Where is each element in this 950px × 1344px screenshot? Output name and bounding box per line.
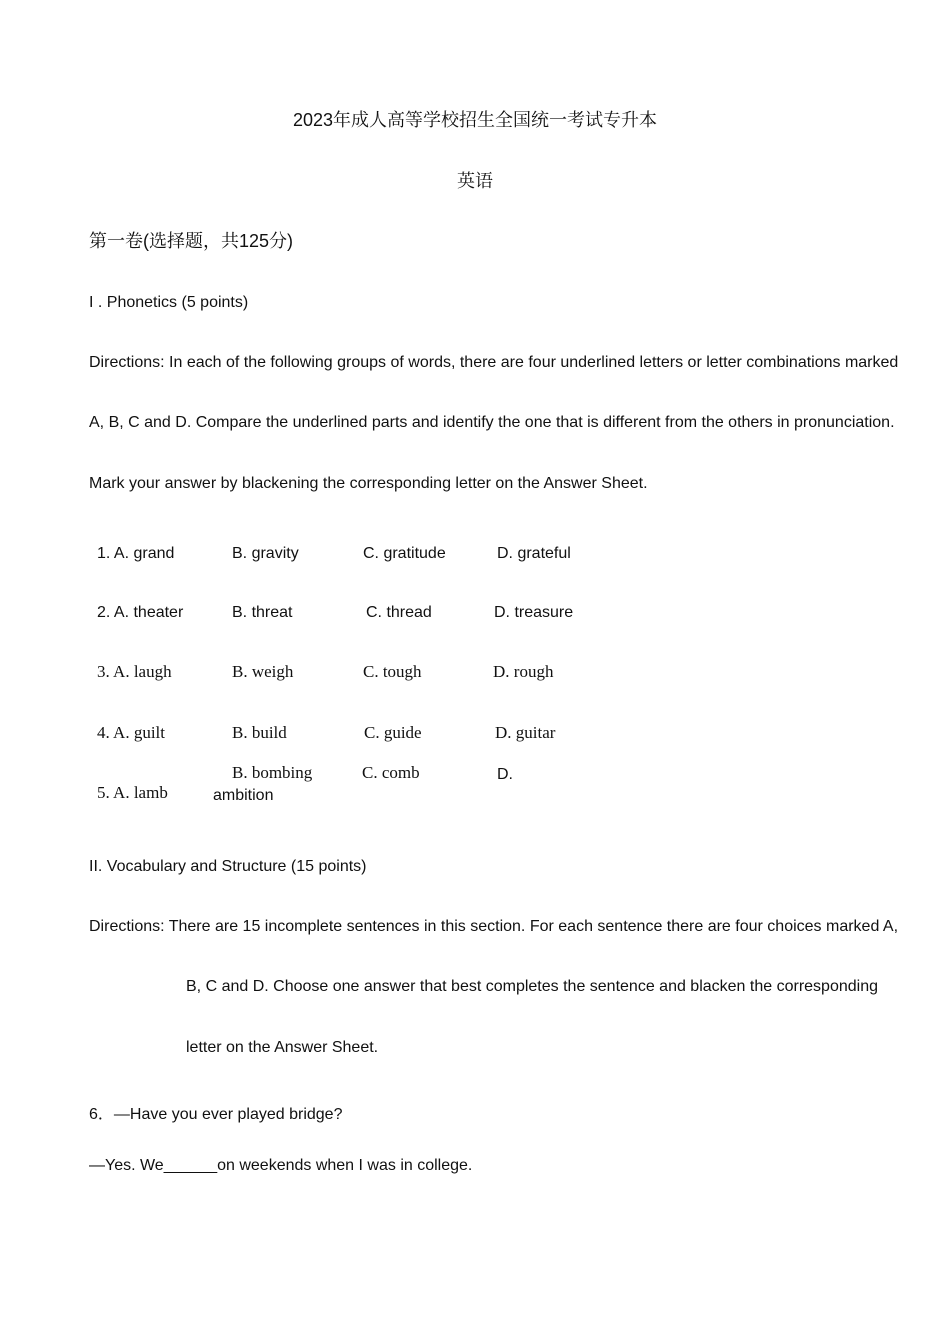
q5-option-d-word: ambition	[213, 787, 274, 804]
q2-option-a: 2. A. theater	[97, 604, 184, 621]
section-2-heading: II. Vocabulary and Structure (15 points)	[89, 858, 367, 875]
section-1-directions-line-2: A, B, C and D. Compare the underlined parts and identify the one that is different from the others in pronunciation.	[89, 414, 895, 431]
q5-option-b: B. bombing	[232, 763, 313, 782]
q4-option-d: D. guitar	[495, 723, 556, 742]
part-one-heading: 第一卷(选择题，共125分)	[89, 231, 294, 251]
section-2-directions-line-1: Directions: There are 15 incomplete sentences in this section. For each sentence there are four choices marked A,	[89, 918, 899, 935]
q3-option-b: B. weigh	[232, 662, 294, 681]
q2-option-c: C. thread	[366, 604, 432, 621]
q6-reply: —Yes. We______on weekends when I was in college.	[89, 1157, 473, 1174]
q3-option-d: D. rough	[493, 662, 554, 681]
q6-prompt: 6．—Have you ever played bridge?	[89, 1106, 343, 1123]
q1-option-d: D. grateful	[497, 545, 571, 562]
q5-option-c: C. comb	[362, 763, 420, 782]
q5-option-a: 5. A. lamb	[97, 783, 168, 802]
q5-option-d: D.	[497, 766, 513, 783]
section-2-directions-line-3: letter on the Answer Sheet.	[186, 1039, 379, 1056]
q2-option-d: D. treasure	[494, 604, 574, 621]
q3-option-a: 3. A. laugh	[97, 662, 172, 681]
q3-option-c: C. tough	[363, 662, 422, 681]
q2-option-b: B. threat	[232, 604, 293, 621]
document-subject: 英语	[457, 171, 493, 191]
section-1-directions-line-3: Mark your answer by blackening the corresponding letter on the Answer Sheet.	[89, 475, 648, 492]
section-1-directions-line-1: Directions: In each of the following groups of words, there are four underlined letters or letter combinations marked	[89, 354, 899, 371]
section-2-directions-line-2: B, C and D. Choose one answer that best completes the sentence and blacken the corresponding	[186, 978, 878, 995]
q4-option-b: B. build	[232, 723, 287, 742]
q1-option-b: B. gravity	[232, 545, 299, 562]
q1-option-a: 1. A. grand	[97, 545, 175, 562]
q4-option-a: 4. A. guilt	[97, 723, 166, 742]
q1-option-c: C. gratitude	[363, 545, 446, 562]
document-title: 2023年成人高等学校招生全国统一考试专升本	[292, 110, 658, 130]
section-1-heading: I . Phonetics (5 points)	[89, 294, 249, 311]
q4-option-c: C. guide	[364, 723, 422, 742]
